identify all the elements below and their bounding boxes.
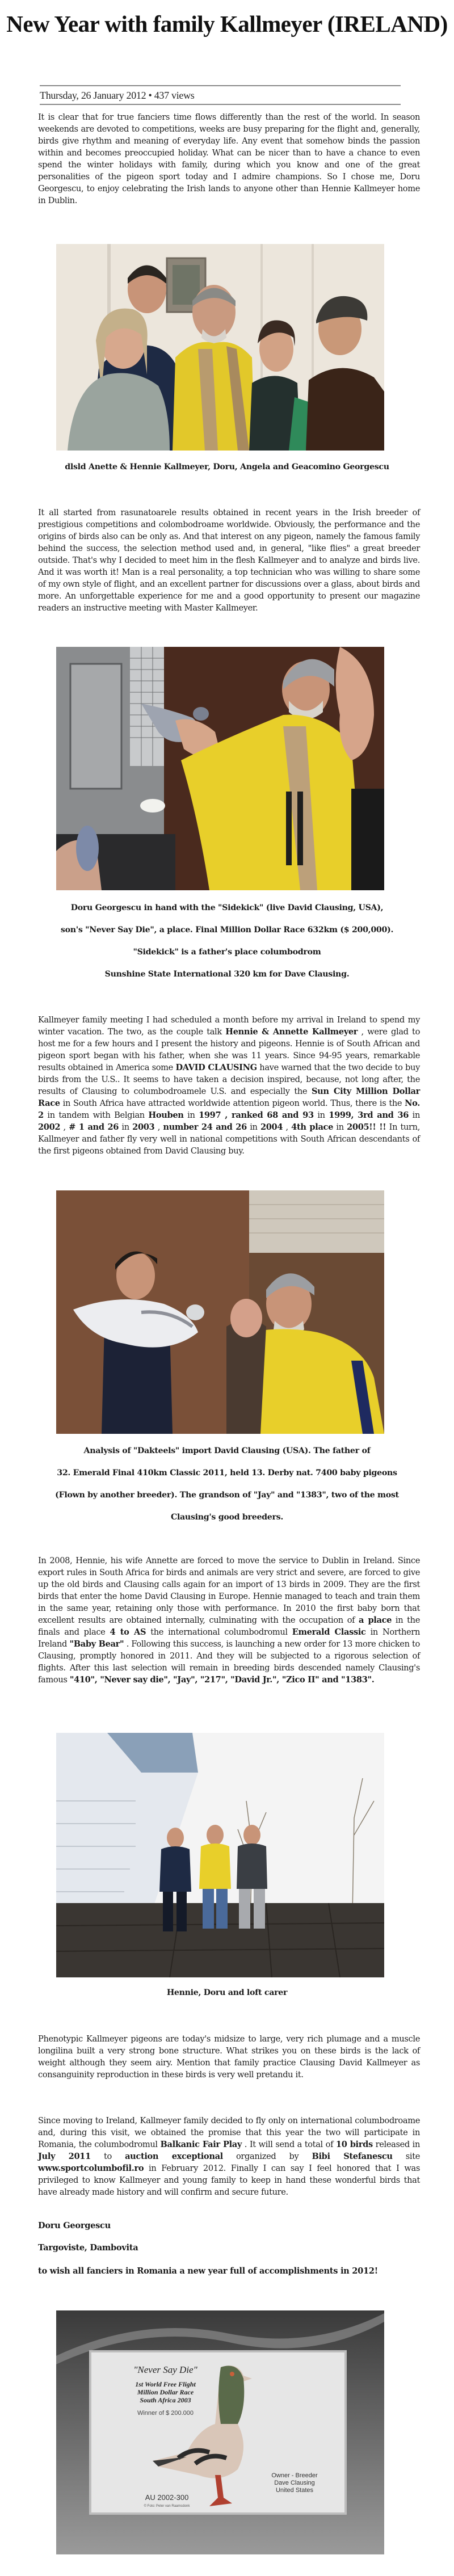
poster-race-line: 1st World Free Flight [135,2380,196,2388]
photo-caption-group: dlsld Anette & Hennie Kallmeyer, Doru, Angela and Geacomino Georgescu [65,462,389,472]
new-year-wish: to wish all fanciers in Romania a new year full of accomplishments in 2012! [38,2266,378,2276]
photo-sidekick-pigeon [56,647,384,890]
divider-top [40,85,401,86]
caption-line: Clausing's good breeders. [170,1513,284,1522]
caption-line: "Sidekick" is a father's place columbodrom [133,948,321,957]
photo-group-portrait [56,244,384,451]
paragraph-auction: Since moving to Ireland, Kallmeyer family decided to fly only on international columbodroame and, during this visit, we obtained the promise that this year the two will participate in Romania, the columbodromul Balkanic Fair Play . It will send a total of 10 birds released in July 2011 to auction exceptional organized by Bibi Stefanescu site www.sportcolumbofil.ro in February 2012. Finally I can say I feel honored that I was privileged to know Kallmeyer and young family to keep in hand these wonderful birds that have already made history and will confirm and secure future. [38,2116,421,2197]
article-title: New Year with family Kallmeyer (IRELAND) [6,11,448,37]
paragraph-intro: It is clear that for true fanciers time flows differently than the rest of the world. In season weekends are devoted to competitions, weeks are busy preparing for the flight and, generally, birds give rhythm and meaning of everyday life. Any event that somehow binds the passion within and becomes preoccupied holiday. What can be nicer than to have a chance to even spend the winter holidays with family, during which you know and one of the great personalities of the pigeon sport today and I admire champions. So I chose me, Doru Georgescu, to enjoy celebrating the Irish lands to anyone other than Hennie Kallmeyer home in Dublin. [38,112,420,205]
photo-never-say-die-poster [56,2310,384,2554]
photo-caption-dakteels [17,1445,437,1533]
paragraph-history: Kallmeyer family meeting I had scheduled a month before my arrival in Ireland to spend my winter vacation. The two, as the couple talk Hennie & Annette Kallmeyer , were glad to host me for a few hours and I present the history and pigeons. Hennie is of South African and pigeon sport began with his father, when she was 11 years. Since 94-95 years, remarkable results obtained in America some DAVID CLAUSING have warned that the two decide to buy birds from the U.S.. It seems to have taken a decision inspired, because, not long after, the results of Clausing to columbodroamele U.S. and especially the Sun City Million Dollar Race in South Africa have attracted worldwide attention pigeon world. Thus, there is the No. 2 in tandem with Belgian Houben in 1997 , ranked 68 and 93 in 1999, 3rd and 36 in 2002 , # 1 and 26 in 2003 , number 24 and 26 in 2004 , 4th place in 2005!! !! In turn, Kallmeyer and father fly very well in national competitions with South African descendants of the first pigeons obtained from David Clausing buy. [38,1015,421,1156]
caption-line: Sunshine State International 320 km for Dave Clausing. [104,970,350,979]
poster-photo-credit: © Foto: Peter van Raamsdonk [144,2505,190,2508]
caption-line: 32. Emerald Final 410km Classic 2011, held 13. Derby nat. 7400 baby pigeons [57,1468,397,1478]
divider-bottom [40,104,401,105]
poster-owner-block [258,2472,331,2494]
poster-race-line: South Africa 2003 [140,2396,191,2404]
paragraph-phenotype: Phenotypic Kallmeyer pigeons are today's midsize to large, very rich plumage and a muscle longilina built a very strong bone structure. What strikes you on these birds is the lack of weight although they seem airy. Mention that family practice Clausing David Kallmeyer as consanguinity reproduction in these birds is very well pretandu it. [38,2034,420,2080]
caption-line: Analysis of "Dakteels" import David Clausing (USA). The father of [83,1446,371,1455]
poster-owner-country: United States [275,2487,314,2494]
photo-caption-sidekick [17,902,437,990]
photo-dakteels-pigeon [56,1190,384,1434]
author-name: Doru Georgescu [38,2221,111,2230]
paragraph-ireland-move: In 2008, Hennie, his wife Annette are forced to move the service to Dublin in Ireland. Since export rules in South Africa for birds and animals are very strict and severe, are forced to give up the old birds and Clausing calls again for an import of 13 birds in 2009. They are the first birds that enter the home David Clausing in Europe. Hennie managed to teach and train them in the same year, retaining only those with performance. In 2010 the first baby born that excellent results are obtained internally, culminating with the occupation of a place in the finals and place 4 to AS the international columbodromul Emerald Classic in Northern Ireland "Baby Bear" . Following this success, is launching a new order for 13 more chicken to Clausing, promptly honored in 2011. And they will be subjected to a rigorous selection of flights. After this last selection will remain in breeding birds descended namely Clausing's famous "410", "Never say die", "Jay", "217", "David Jr.", "Zico II" and "1383". [38,1556,421,1685]
poster-prize: Winner of $ 200.000 [137,2410,194,2417]
poster-ring-number: AU 2002-300 [145,2493,189,2502]
caption-line: Doru Georgescu in hand with the "Sidekick" (live David Clausing, USA), [70,903,384,912]
poster-bird-name: "Never Say Die" [133,2364,197,2375]
caption-line: (Flown by another breeder). The grandson of "Jay" and "1383", two of the most [55,1491,399,1500]
photo-loft-outdoor [56,1733,384,1977]
article-meta: Thursday, 26 January 2012 • 437 views [40,90,195,101]
caption-line: son's "Never Say Die", a place. Final Million Dollar Race 632km ($ 200,000). [60,925,394,935]
poster-owner-label: Owner - Breeder [271,2472,318,2479]
photo-caption-loft: Hennie, Doru and loft carer [166,1988,288,1997]
poster-owner-name: Dave Clausing [274,2480,315,2486]
paragraph-origins: It all started from rasunatoarele results obtained in recent years in the Irish breeder of prestigious competitions and colombodroame worldwide. Obviously, the performance and the origins of birds also can be only as. And that interest on any pigeon, namely the famous family behind the success, the selection method used and, in general, "like flies" a great breeder outside. That's why I decided to meet him in the flesh Kallmeyer and to analyze and birds live. And it was worth it! Man is a real personality, a top technician who was willing to share some of my own style of flight, and an excellent partner for discussions over a glass, about birds and more. An unforgettable experience for me and a good opportunity to present our magazine readers an instructive meeting with Master Kallmeyer. [38,508,420,613]
poster-race-line: Million Dollar Race [137,2388,194,2396]
author-location: Targoviste, Dambovita [38,2243,138,2253]
